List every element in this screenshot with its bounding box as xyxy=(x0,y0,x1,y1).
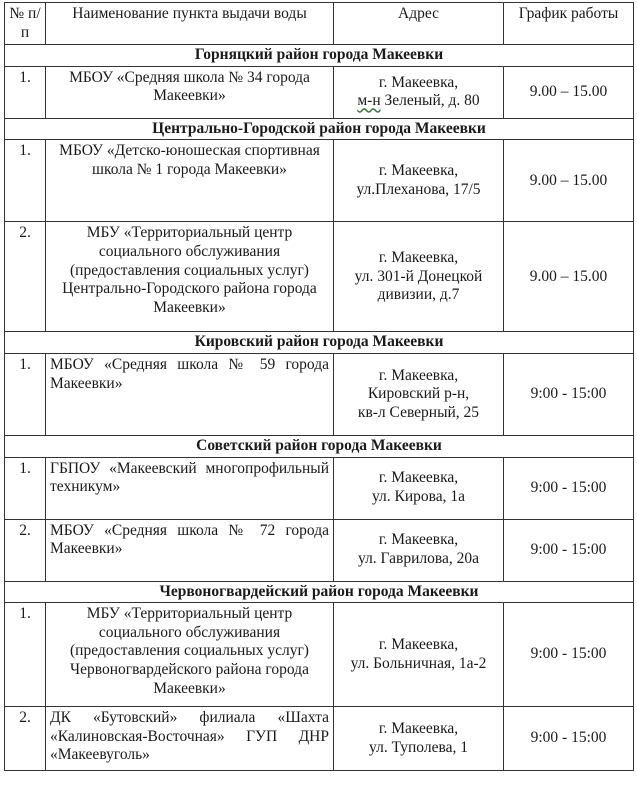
address-line: ул. 301-й Донецкой xyxy=(354,267,483,285)
address-line: г. Макеевка, xyxy=(378,469,459,487)
row-num: 2. xyxy=(5,519,46,581)
row-name: ГБПОУ «Макеевский многопрофильный техникум» xyxy=(46,457,334,519)
address-line: г. Макеевка, xyxy=(378,248,459,266)
district-row xyxy=(5,118,634,140)
row-address xyxy=(334,603,504,707)
address-line: ул.Плеханова, 17/5 xyxy=(356,180,481,198)
table-row xyxy=(5,140,634,222)
address-line: м-н Зеленый, д. 80 xyxy=(357,92,480,110)
address-line: ул. Туполева, 1 xyxy=(369,738,468,756)
row-address xyxy=(334,140,504,222)
row-name: МБОУ «Детско-юношеская спортивная школа № 1 города Макеевки» xyxy=(46,140,334,222)
district-title: Советский район города Макеевки xyxy=(5,435,634,457)
water-points-table xyxy=(4,2,634,771)
table-row xyxy=(5,519,634,581)
district-row xyxy=(5,435,634,457)
address-line: г. Макеевка, xyxy=(378,531,459,549)
row-schedule: 9:00 - 15:00 xyxy=(504,519,634,581)
address-line: дивизии, д.7 xyxy=(377,286,460,304)
district-title: Центрально-Городской район города Макеевки xyxy=(5,118,634,140)
row-name: ДК «Бутовский» филиала «Шахта «Калиновская-Восточная» ГУП ДНР «Макеевуголь» xyxy=(46,707,334,771)
row-num: 2. xyxy=(5,707,46,771)
district-row xyxy=(5,581,634,603)
row-num: 1. xyxy=(5,353,46,435)
address-line: ул. Больничная, 1а-2 xyxy=(350,654,487,672)
address-line: г. Макеевка, xyxy=(378,720,459,738)
header-num: № п/п xyxy=(5,3,46,45)
row-num: 1. xyxy=(5,457,46,519)
address-line: ул. Кирова, 1а xyxy=(371,488,466,506)
row-address xyxy=(334,353,504,435)
row-address xyxy=(334,519,504,581)
row-schedule: 9:00 - 15:00 xyxy=(504,353,634,435)
address-line: г. Макеевка, xyxy=(378,73,459,91)
row-name: МБУ «Территориальный центр социального обслуживания (предоставления социальных услуг) Центрально-Городского района города Макеевки» xyxy=(46,222,334,332)
row-name: МБОУ «Средняя школа № 34 города Макеевки» xyxy=(46,66,334,118)
row-address xyxy=(334,457,504,519)
district-title: Кировский район города Макеевки xyxy=(5,332,634,354)
row-num: 1. xyxy=(5,603,46,707)
header-schedule: График работы xyxy=(504,3,634,45)
header-name: Наименование пункта выдачи воды xyxy=(46,3,334,45)
address-line: кв-л Северный, 25 xyxy=(357,403,480,421)
row-name: МБОУ «Средняя школа № 59 города Макеевки» xyxy=(46,353,334,435)
spellcheck-underline: м-н xyxy=(357,92,381,110)
table-header-row xyxy=(5,3,634,45)
district-row xyxy=(5,45,634,67)
header-address: Адрес xyxy=(334,3,504,45)
row-schedule: 9.00 – 15.00 xyxy=(504,66,634,118)
district-row xyxy=(5,332,634,354)
address-line: Кировский р-н, xyxy=(367,385,470,403)
address-line: г. Макеевка, xyxy=(378,162,459,180)
row-num: 1. xyxy=(5,140,46,222)
table-row xyxy=(5,222,634,332)
district-title: Червоногвардейский район города Макеевки xyxy=(5,581,634,603)
row-name: МБУ «Территориальный центр социального обслуживания (предоставления социальных услуг) Червоногвардейского района города Макеевки» xyxy=(46,603,334,707)
row-schedule: 9:00 - 15:00 xyxy=(504,707,634,771)
row-schedule: 9.00 – 15.00 xyxy=(504,222,634,332)
table-row xyxy=(5,603,634,707)
address-line: г. Макеевка, xyxy=(378,636,459,654)
address-line: г. Макеевка, xyxy=(378,366,459,384)
table-row xyxy=(5,457,634,519)
row-num: 2. xyxy=(5,222,46,332)
district-title: Горняцкий район города Макеевки xyxy=(5,45,634,67)
table-row xyxy=(5,66,634,118)
table-row xyxy=(5,707,634,771)
row-schedule: 9:00 - 15:00 xyxy=(504,603,634,707)
row-schedule: 9:00 - 15:00 xyxy=(504,457,634,519)
address-line: ул. Гаврилова, 20а xyxy=(358,550,479,568)
row-address xyxy=(334,66,504,118)
row-address xyxy=(334,222,504,332)
row-num: 1. xyxy=(5,66,46,118)
table-row xyxy=(5,353,634,435)
row-schedule: 9.00 – 15.00 xyxy=(504,140,634,222)
row-name: МБОУ «Средняя школа № 72 города Макеевки» xyxy=(46,519,334,581)
row-address xyxy=(334,707,504,771)
